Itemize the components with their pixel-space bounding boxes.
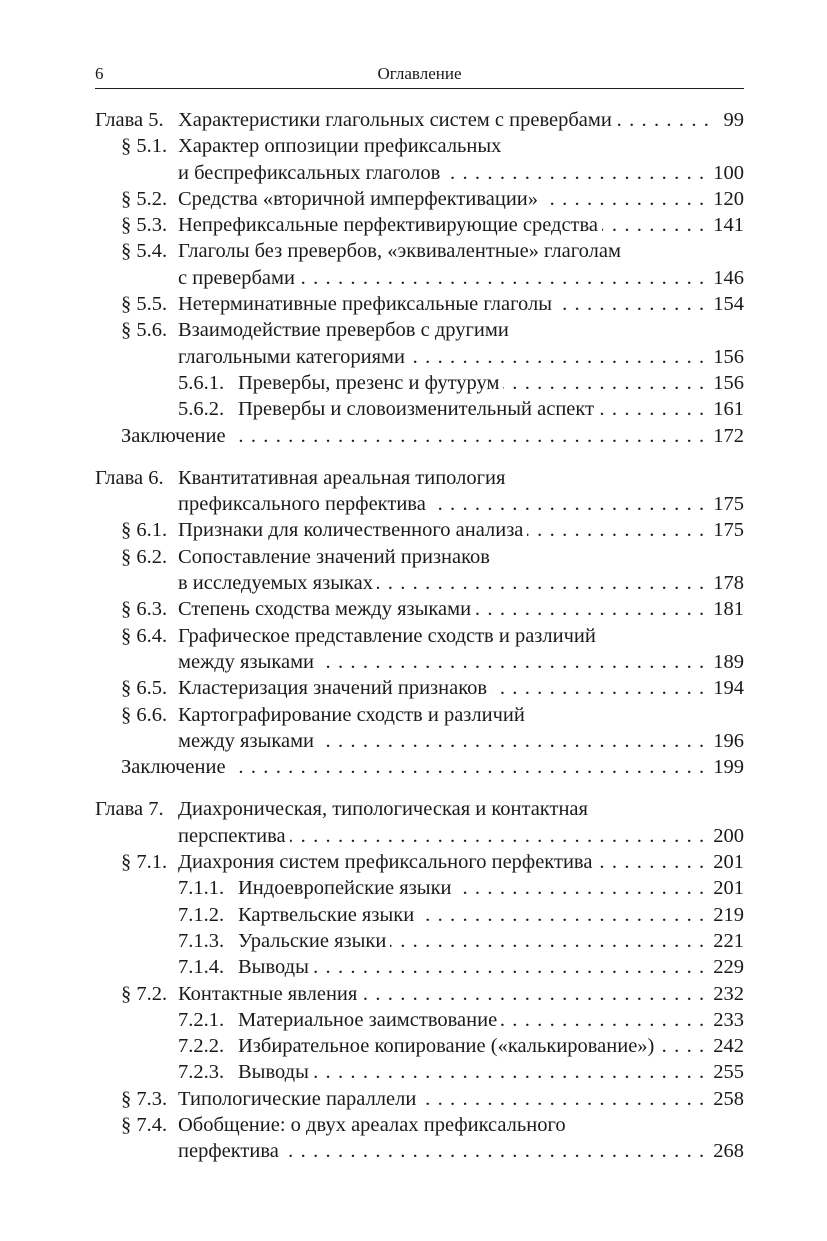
- page-number-ref: 189: [713, 650, 744, 673]
- page-number-ref: 229: [713, 956, 744, 979]
- page-number-ref: 161: [713, 398, 744, 421]
- entry-text: [178, 517, 744, 543]
- toc-line: [95, 1086, 744, 1112]
- subsection-entry: [95, 875, 744, 901]
- dot-leader: [456, 875, 706, 901]
- section-entry: [95, 212, 744, 238]
- dot-leader: [299, 265, 705, 291]
- toc-line: [95, 1033, 744, 1059]
- toc-line: [95, 570, 744, 596]
- entry-text: [238, 1059, 744, 1085]
- toc-line: [95, 902, 744, 928]
- entry-number: § 5.3.: [121, 214, 168, 237]
- entry-title: Средства «вторичной имперфективации»: [178, 187, 539, 210]
- dot-leader: [444, 160, 705, 186]
- entry-title: между языками: [178, 729, 315, 752]
- entry-text: [238, 954, 744, 980]
- dot-leader: [390, 928, 705, 954]
- dot-leader: [430, 491, 705, 517]
- dot-leader: [290, 823, 706, 849]
- entry-number: § 5.4.: [121, 240, 168, 263]
- entry-number: § 6.5.: [121, 677, 168, 700]
- toc-line: [95, 796, 744, 822]
- entry-text: [178, 649, 744, 675]
- page-number-ref: 232: [713, 982, 744, 1005]
- toc-line: [95, 954, 744, 980]
- page-number-ref: 154: [713, 293, 744, 316]
- subsection-entry: [95, 1007, 744, 1033]
- entry-text: [178, 544, 744, 570]
- chapter-entry: [95, 107, 744, 133]
- subsection-entry: [95, 1059, 744, 1085]
- entry-text: [178, 133, 744, 159]
- entry-title: Материальное заимствование: [238, 1008, 498, 1031]
- page-header: [95, 64, 744, 88]
- dot-leader: [418, 902, 705, 928]
- entry-text: [121, 754, 744, 780]
- entry-text: [178, 291, 744, 317]
- chapter-gap: [95, 780, 744, 796]
- entry-text: [178, 823, 744, 849]
- entry-title: Графическое представление сходств и различий: [178, 624, 596, 647]
- page-number-ref: 99: [723, 109, 744, 131]
- entry-text: [238, 875, 744, 901]
- entry-text: [178, 675, 744, 701]
- toc-line: [95, 623, 744, 649]
- entry-number: 7.1.1.: [178, 877, 225, 900]
- entry-text: [238, 1033, 744, 1059]
- entry-number: 7.2.2.: [178, 1035, 225, 1058]
- entry-title: и беспрефиксальных глаголов: [178, 161, 441, 184]
- entry-title: Кластеризация значений признаков: [178, 677, 488, 700]
- entry-number: 7.2.3.: [178, 1061, 225, 1084]
- entry-text: [178, 849, 744, 875]
- entry-title: префиксального перфектива: [178, 493, 426, 516]
- dot-leader: [377, 570, 705, 596]
- dot-leader: [313, 1059, 705, 1085]
- entry-number: § 6.2.: [121, 545, 168, 568]
- subsection-entry: [95, 370, 744, 396]
- dot-leader: [475, 596, 705, 622]
- dot-leader: [501, 1007, 705, 1033]
- entry-title: Обобщение: о двух ареалах префиксального: [178, 1113, 566, 1136]
- entry-text: [178, 160, 744, 186]
- chapter-gap: [95, 449, 744, 465]
- dot-leader: [503, 370, 705, 396]
- toc-line: [95, 596, 744, 622]
- entry-text: [238, 1007, 744, 1033]
- dot-leader: [409, 344, 705, 370]
- page-number-ref: 175: [713, 493, 744, 516]
- toc-line: [95, 317, 744, 343]
- toc-line: [95, 107, 744, 133]
- entry-text: [178, 317, 744, 343]
- toc-line: [95, 1007, 744, 1033]
- page-number-ref: 172: [713, 424, 744, 447]
- dot-leader: [313, 954, 705, 980]
- toc-line: [95, 423, 744, 449]
- page-number-ref: 242: [713, 1035, 744, 1058]
- dot-leader: [361, 981, 705, 1007]
- toc-line: [95, 491, 744, 517]
- entry-title: Характеристики глагольных систем с превербами: [178, 109, 612, 131]
- entry-text: [178, 728, 744, 754]
- entry-number: Глава 5.: [95, 109, 164, 131]
- entry-text: [238, 928, 744, 954]
- entry-text: [178, 491, 744, 517]
- dot-leader: [602, 212, 705, 238]
- entry-title: Заключение: [121, 424, 226, 447]
- dot-leader: [596, 849, 705, 875]
- entry-text: [238, 370, 744, 396]
- conclusion-entry: [95, 423, 744, 449]
- entry-number: 5.6.1.: [178, 371, 225, 394]
- section-entry: [95, 702, 744, 755]
- section-entry: [95, 1112, 744, 1165]
- toc-line: [95, 344, 744, 370]
- entry-title: между языками: [178, 650, 315, 673]
- entry-text: [178, 596, 744, 622]
- page-number-ref: 233: [713, 1008, 744, 1031]
- entry-title: Сопоставление значений признаков: [178, 545, 490, 568]
- entry-title: Диахрония систем префиксального перфектива: [178, 851, 593, 874]
- entry-title: Характер оппозиции префиксальных: [178, 135, 502, 158]
- toc-line: [95, 981, 744, 1007]
- entry-title: Избирательное копирование («калькирование»): [238, 1035, 655, 1058]
- entry-text: [178, 702, 744, 728]
- entry-title: Типологические параллели: [178, 1087, 417, 1110]
- subsection-entry: [95, 1033, 744, 1059]
- entry-text: [178, 265, 744, 291]
- entry-title: Контактные явления: [178, 982, 358, 1005]
- page-number-ref: 178: [713, 572, 744, 595]
- dot-leader: [230, 754, 706, 780]
- toc-line: [95, 265, 744, 291]
- section-entry: [95, 133, 744, 186]
- header-rule: [95, 88, 744, 89]
- entry-title: с превербами: [178, 266, 295, 289]
- page-number-ref: 196: [713, 729, 744, 752]
- page-number-ref: 194: [713, 677, 744, 700]
- section-entry: [95, 317, 744, 370]
- section-entry: [95, 238, 744, 291]
- page-number-ref: 156: [713, 371, 744, 394]
- entry-title: Непрефиксальные перфективирующие средства: [178, 214, 599, 237]
- entry-text: [238, 902, 744, 928]
- subsection-entry: [95, 902, 744, 928]
- entry-text: [178, 981, 744, 1007]
- page-number-ref: 258: [713, 1087, 744, 1110]
- entry-title: Выводы: [238, 1061, 309, 1084]
- entry-title: Превербы и словоизменительный аспект: [238, 398, 595, 421]
- dot-leader: [318, 649, 705, 675]
- entry-number: § 7.1.: [121, 851, 168, 874]
- entry-number: § 6.4.: [121, 624, 168, 647]
- entry-title: перспектива: [178, 824, 286, 847]
- entry-number: 5.6.2.: [178, 398, 225, 421]
- entry-title: Глаголы без превербов, «эквивалентные» глаголам: [178, 240, 621, 263]
- entry-text: [178, 1086, 744, 1112]
- toc-line: [95, 702, 744, 728]
- section-entry: [95, 1086, 744, 1112]
- entry-title: Диахроническая, типологическая и контактная: [178, 798, 588, 821]
- toc-line: [95, 823, 744, 849]
- entry-number: § 5.6.: [121, 319, 168, 342]
- section-entry: [95, 849, 744, 875]
- entry-text: [178, 1112, 744, 1138]
- section-entry: [95, 291, 744, 317]
- conclusion-entry: [95, 754, 744, 780]
- entry-number: § 6.6.: [121, 703, 168, 726]
- entry-text: [178, 107, 744, 133]
- entry-number: § 7.3.: [121, 1087, 168, 1110]
- entry-number: § 6.3.: [121, 598, 168, 621]
- toc-line: [95, 465, 744, 491]
- dot-leader: [420, 1086, 705, 1112]
- entry-number: § 7.2.: [121, 982, 168, 1005]
- dot-leader: [658, 1033, 705, 1059]
- toc-line: [95, 160, 744, 186]
- dot-leader: [527, 517, 705, 543]
- page-number-ref: 181: [713, 598, 744, 621]
- toc-line: [95, 517, 744, 543]
- toc-line: [95, 186, 744, 212]
- entry-title: Выводы: [238, 956, 309, 979]
- toc-line: [95, 1059, 744, 1085]
- toc-line: [95, 675, 744, 701]
- toc-line: [95, 238, 744, 264]
- page-number-ref: 175: [713, 519, 744, 542]
- dot-leader: [542, 186, 705, 212]
- entry-title: глагольными категориями: [178, 345, 405, 368]
- entry-title: Нетерминативные префиксальные глаголы: [178, 293, 552, 316]
- toc-line: [95, 212, 744, 238]
- toc-line: [95, 291, 744, 317]
- page-number-ref: 120: [713, 187, 744, 210]
- page-number-ref: 201: [713, 851, 744, 874]
- toc-line: [95, 1138, 744, 1164]
- page-number: 6: [95, 64, 104, 83]
- entry-title: Заключение: [121, 756, 226, 779]
- toc-line: [95, 396, 744, 422]
- toc-line: [95, 754, 744, 780]
- entry-number: § 7.4.: [121, 1113, 168, 1136]
- toc-line: [95, 370, 744, 396]
- entry-number: 7.1.2.: [178, 903, 225, 926]
- entry-number: § 5.5.: [121, 293, 168, 316]
- dot-leader: [556, 291, 705, 317]
- entry-title: Квантитативная ареальная типология: [178, 466, 506, 489]
- entry-title: Картвельские языки: [238, 903, 415, 926]
- page-number-ref: 156: [713, 345, 744, 368]
- entry-number: 7.1.4.: [178, 956, 225, 979]
- toc-line: [95, 728, 744, 754]
- page-number-ref: 221: [713, 929, 744, 952]
- entry-title: Степень сходства между языками: [178, 598, 472, 621]
- page-number-ref: 255: [713, 1061, 744, 1084]
- page-number-ref: 141: [713, 214, 744, 237]
- section-entry: [95, 981, 744, 1007]
- toc-line: [95, 544, 744, 570]
- section-entry: [95, 596, 744, 622]
- entry-number: § 6.1.: [121, 519, 168, 542]
- dot-leader: [283, 1138, 705, 1164]
- page-number-ref: 146: [713, 266, 744, 289]
- entry-title: Взаимодействие превербов с другими: [178, 319, 509, 342]
- section-entry: [95, 675, 744, 701]
- dot-leader: [318, 728, 705, 754]
- toc-line: [95, 649, 744, 675]
- toc-line: [95, 1112, 744, 1138]
- subsection-entry: [95, 954, 744, 980]
- page-number-ref: 201: [713, 877, 744, 900]
- entry-title: Признаки для количественного анализа: [178, 519, 524, 542]
- dot-leader: [491, 675, 705, 701]
- entry-number: Глава 7.: [95, 798, 164, 821]
- entry-text: [178, 238, 744, 264]
- page-number-ref: 100: [713, 161, 744, 184]
- entry-text: [178, 623, 744, 649]
- entry-text: [238, 396, 744, 422]
- toc-line: [95, 875, 744, 901]
- chapter-entry: [95, 796, 744, 849]
- page-number-ref: 199: [713, 756, 744, 779]
- dot-leader: [230, 423, 706, 449]
- page-number-ref: 268: [713, 1140, 744, 1163]
- chapter-entry: [95, 465, 744, 518]
- entry-text: [178, 186, 744, 212]
- section-entry: [95, 517, 744, 543]
- entry-title: Индоевропейские языки: [238, 877, 452, 900]
- entry-number: § 5.2.: [121, 187, 168, 210]
- section-entry: [95, 544, 744, 597]
- toc-line: [95, 928, 744, 954]
- subsection-entry: [95, 396, 744, 422]
- entry-number: Глава 6.: [95, 466, 164, 489]
- entry-title: перфектива: [178, 1140, 279, 1163]
- entry-number: 7.2.1.: [178, 1008, 225, 1031]
- entry-text: [178, 1138, 744, 1164]
- toc-line: [95, 849, 744, 875]
- entry-title: Уральские языки: [238, 929, 387, 952]
- entry-text: [178, 212, 744, 238]
- toc-line: [95, 133, 744, 159]
- dot-leader: [598, 396, 705, 422]
- entry-number: § 5.1.: [121, 135, 168, 158]
- entry-title: Превербы, презенс и футурум: [238, 371, 500, 394]
- table-of-contents: [95, 107, 744, 1165]
- section-entry: [95, 623, 744, 676]
- entry-text: [178, 344, 744, 370]
- dot-leader: [616, 107, 710, 133]
- entry-number: 7.1.3.: [178, 929, 225, 952]
- entry-text: [121, 423, 744, 449]
- page-number-ref: 200: [713, 824, 744, 847]
- entry-text: [178, 465, 744, 491]
- subsection-entry: [95, 928, 744, 954]
- entry-text: [178, 570, 744, 596]
- running-head: Оглавление: [377, 64, 462, 83]
- section-entry: [95, 186, 744, 212]
- page-number-ref: 219: [713, 903, 744, 926]
- entry-text: [178, 796, 744, 822]
- entry-title: в исследуемых языках: [178, 572, 373, 595]
- entry-title: Картографирование сходств и различий: [178, 703, 525, 726]
